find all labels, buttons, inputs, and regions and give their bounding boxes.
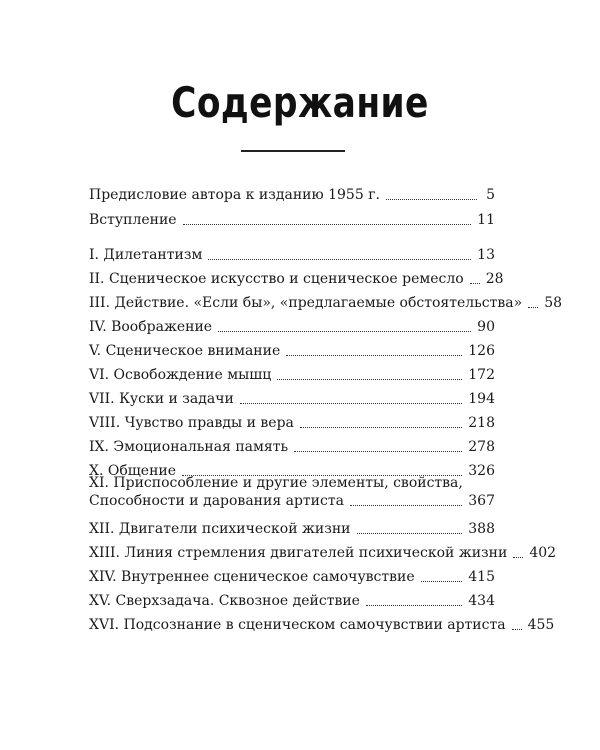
toc-entry-chapter-12[interactable] (89, 516, 495, 538)
toc-entry-chapter-3[interactable] (89, 290, 563, 312)
toc-entry-label: VII. Куски и задачи (89, 391, 234, 407)
leader-dots (528, 307, 538, 308)
toc-entry-chapter-2[interactable] (89, 266, 504, 288)
toc-entry-page: 455 (527, 617, 555, 633)
toc-entry-page: 415 (468, 569, 495, 585)
toc-entry-introduction[interactable] (89, 207, 495, 229)
leader-dots (366, 605, 462, 606)
toc-entry-chapter-13[interactable] (89, 540, 557, 562)
toc-entry-label: III. Действие. «Если бы», «предлагаемые обстоятельства» (89, 295, 523, 311)
toc-entry-page: 172 (468, 367, 495, 383)
leader-dots (218, 331, 471, 332)
toc-entry-page: 5 (486, 187, 495, 203)
toc-entry-page: 28 (485, 271, 504, 287)
toc-entry-chapter-4[interactable] (89, 314, 495, 336)
toc-entry-label: Предисловие автора к изданию 1955 г. (89, 187, 380, 203)
toc-entry-label: II. Сценическое искусство и сценическое ремесло (89, 271, 464, 287)
leader-dots (512, 629, 522, 630)
toc-entry-chapter-11[interactable] (89, 474, 495, 514)
leader-dots (294, 451, 462, 452)
leader-dots (513, 557, 523, 558)
toc-entry-page: 58 (544, 295, 563, 311)
leader-dots (183, 224, 472, 225)
toc-entry-page: 326 (468, 463, 495, 479)
leader-dots (300, 427, 462, 428)
leader-dots (386, 199, 477, 200)
toc-entry-page: 194 (468, 391, 495, 407)
toc-entry-page: 388 (468, 521, 495, 537)
leader-dots (421, 581, 463, 582)
leader-dots (240, 403, 462, 404)
toc-entry-chapter-5[interactable] (89, 338, 495, 360)
toc-entry-label: XIII. Линия стремления двигателей психической жизни (89, 545, 508, 561)
toc-entry-chapter-6[interactable] (89, 362, 495, 384)
toc-entry-chapter-9[interactable] (89, 434, 495, 456)
leader-dots (470, 283, 480, 284)
toc-entry-page: 402 (529, 545, 557, 561)
toc-entry-label-line2: Способности и дарования артиста (89, 493, 344, 509)
toc-entry-page: 126 (468, 343, 495, 359)
toc-entry-label: IX. Эмоциональная память (89, 439, 289, 455)
toc-entry-label-line1: XI. Приспособление и другие элементы, свойства, (89, 475, 463, 491)
leader-dots (208, 259, 471, 260)
toc-entry-label: VI. Освобождение мышц (89, 367, 272, 383)
leader-dots (350, 505, 462, 506)
toc-entry-page: 90 (477, 319, 495, 335)
toc-entry-label: V. Сценическое внимание (89, 343, 281, 359)
toc-entry-label: IV. Воображение (89, 319, 213, 335)
toc-entry-page: 434 (468, 593, 495, 609)
toc-entry-page: 11 (477, 212, 495, 228)
toc-entry-page: 367 (468, 493, 495, 509)
toc-entry-chapter-14[interactable] (89, 564, 495, 586)
leader-dots (286, 355, 462, 356)
toc-entry-page: 278 (468, 439, 495, 455)
toc-entry-label: XII. Двигатели психической жизни (89, 521, 351, 537)
toc-entry-page: 13 (477, 247, 495, 263)
toc-entry-chapter-1[interactable] (89, 242, 495, 264)
toc-entry-label: XIV. Внутреннее сценическое самочувствие (89, 569, 415, 585)
toc-entry-page: 218 (468, 415, 495, 431)
title-divider (241, 150, 345, 152)
toc-entry-chapter-7[interactable] (89, 386, 495, 408)
toc-entry-label: I. Дилетантизм (89, 247, 203, 263)
toc-entry-label: X. Общение (89, 463, 177, 479)
toc-entry-chapter-15[interactable] (89, 588, 495, 610)
toc-entry-label: Вступление (89, 212, 177, 228)
toc-entry-preface[interactable] (89, 182, 495, 204)
page-title: Содержание (171, 78, 429, 127)
toc-entry-chapter-16[interactable] (89, 612, 555, 634)
toc-entry-chapter-8[interactable] (89, 410, 495, 432)
leader-dots (277, 379, 462, 380)
toc-entry-label: XVI. Подсознание в сценическом самочувствии артиста (89, 617, 506, 633)
toc-entry-label: VIII. Чувство правды и вера (89, 415, 294, 431)
toc-entry-label: XV. Сверхзадача. Сквозное действие (89, 593, 360, 609)
leader-dots (357, 533, 463, 534)
